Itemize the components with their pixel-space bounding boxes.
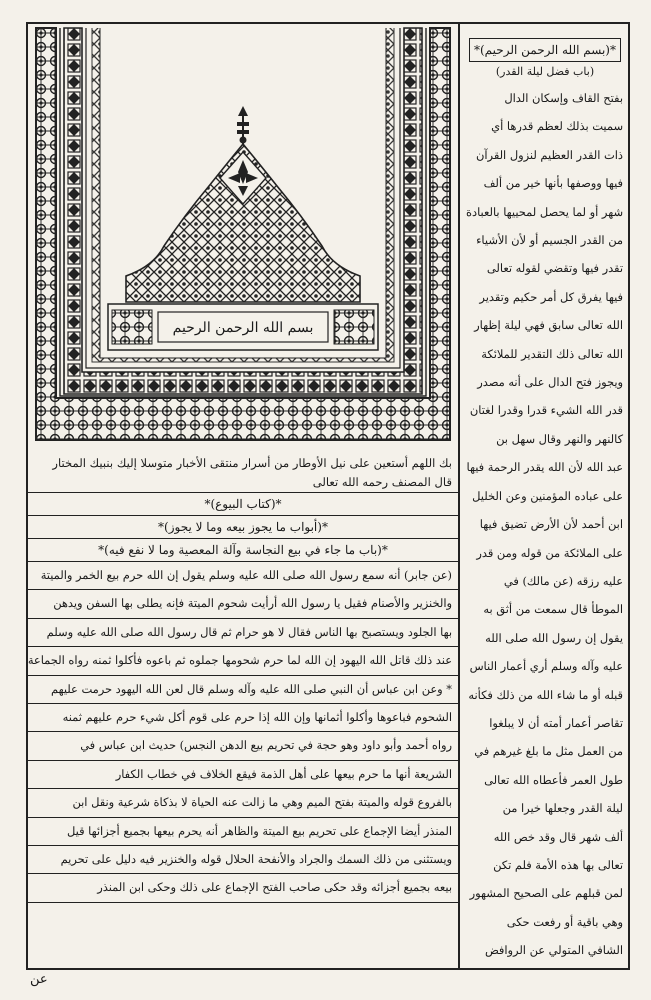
side-text-line: طول العمر فأعطاه الله تعالى — [484, 772, 623, 787]
side-text-line: يقول إن رسول الله صلى الله — [485, 630, 623, 645]
body-text-line: الشريعة أنها ما حرم بيعها على أهل الذمة فيقع الخلاف في خطاب الكفار — [28, 761, 458, 789]
main-text — [28, 454, 458, 903]
column-divider — [458, 22, 460, 970]
body-text-line: المنذر أيضا الإجماع على تحريم بيع الميتة والظاهر أنه يحرم بيعها بجميع أجزائها قيل — [28, 818, 458, 846]
body-text-line: بها الجلود ويستصبح بها الناس فقال لا هو حرام ثم قال رسول الله صلى الله عليه وسلم — [28, 619, 458, 647]
body-text-lines — [28, 562, 458, 903]
side-text-line: فيها يفرق كل أمر حكيم وتقدير — [479, 289, 623, 304]
side-text-line: ذات القدر العظيم لنزول القرآن — [476, 147, 623, 162]
intro-lines — [28, 454, 458, 492]
intro-line: قال المصنف رحمه الله تعالى — [312, 475, 452, 489]
side-text-line: لمن قبلهم على الصحيح المشهور — [469, 886, 623, 901]
body-text-line: بيعه بجميع أجزائه وقد حكى صاحب الفتح الإجماع على ذلك وحكى ابن المنذر — [28, 874, 458, 902]
side-text-line: تقدر فيها وتقضي لقوله تعالى — [486, 261, 623, 276]
body-text-line: * وعن ابن عباس أن النبي صلى الله عليه وآله وسلم قال لعن الله اليهود حرمت عليهم — [28, 676, 458, 704]
side-commentary — [463, 30, 627, 966]
side-text-line: على عباده المؤمنين وعن الخليل — [472, 488, 623, 503]
side-text-line: الموطأ قال سمعت من أثق به — [483, 602, 623, 617]
side-text-line: ويجوز فتح الدال على أنه مصدر — [477, 375, 623, 390]
intro-line: بك اللهم أستعين على نيل الأوطار من أسرار منتقى الأخبار متوسلا إليك بنبيك المختار — [52, 456, 452, 470]
side-text-line: الله تعالى سابق فهي ليلة إظهار — [474, 318, 623, 333]
page-number: عن — [30, 972, 48, 987]
main-column — [28, 24, 458, 968]
side-text-line: عليه وآله وسلم أري أعمار الناس — [469, 659, 623, 674]
ornamental-headpiece — [34, 26, 452, 442]
body-text-line: (عن جابر) أنه سمع رسول الله صلى الله عليه وسلم يقول إن الله حرم بيع الخمر والميتة — [28, 562, 458, 590]
heading-chapters: *(أبواب ما يجوز بيعه وما لا يجوز)* — [28, 516, 458, 539]
body-text-line: ويستثنى من ذلك السمك والجراد والأنفحة الحلال قوله والخنزير فيه دليل على تحريم — [28, 846, 458, 874]
body-text-line: رواه أحمد وأبو داود وهو حجة في تحريم بيع الدهن النجس) حديث ابن عباس في — [28, 732, 458, 760]
side-text-line: من العمل مثل ما بلغ غيرهم في — [474, 744, 623, 759]
side-text-line: من القدر الجسيم أو لأن الأشياء — [476, 233, 623, 248]
heading-bab: *(باب ما جاء في بيع النجاسة وآلة المعصية وما لا نفع فيه)* — [28, 539, 458, 562]
side-text-line: قدر الله الشيء قدرا وقدرا لغتان — [469, 403, 623, 418]
heading-book: *(كتاب البيوع)* — [28, 493, 458, 516]
side-text-line: الشافي المتولي عن الروافض — [484, 943, 623, 958]
side-text-line: ابن أحمد لأن الأرض تضيق فيها — [479, 517, 623, 532]
side-text-line: عليه رزقه (عن مالك) في — [503, 573, 623, 588]
side-text-line: عبد الله لأن الله يقدر الرحمة فيها — [466, 460, 623, 475]
body-text-line: عند ذلك قاتل الله اليهود إن الله لما حرم شحومها جملوه ثم باعوه فأكلوا ثمنه رواه الجماعة — [28, 647, 458, 675]
side-text-line: شهر أو لما يحصل لمحييها بالعبادة — [466, 204, 623, 219]
body-text-line: الشحوم فباعوها وأكلوا أثمانها وإن الله إذا حرم على قوم أكل شيء حرم عليهم ثمنه — [28, 704, 458, 732]
side-text-line: قبله أو ما شاء الله من ذلك فكأنه — [468, 687, 623, 702]
side-text-line: تعالى بها هذه الأمة فلم تكن — [493, 857, 623, 872]
side-text-line: ألف شهر قال وقد خص الله — [493, 829, 623, 844]
basmala-text: بسم الله الرحمن الرحيم — [172, 320, 314, 336]
side-text-line: كالنهر والنهر وقال سهل بن — [496, 431, 623, 446]
side-chapter-title: (باب فضل ليلة القدر) — [495, 65, 595, 78]
side-text-line: وهي باقية أو رفعت حكى — [506, 914, 623, 929]
side-text-lines — [463, 84, 627, 965]
side-text-line: ليلة القدر وجعلها خيرا من — [502, 801, 623, 816]
side-text-line: سميت بذلك لعظم قدرها أي — [491, 119, 623, 134]
side-text-line: الله تعالى ذلك التقدير للملائكة — [481, 346, 623, 361]
side-text-line: فيها ووصفها بأنها خير من ألف — [483, 176, 623, 191]
side-text-line: بفتح القاف وإسكان الدال — [504, 91, 623, 105]
side-text-line: على الملائكة من قوله ومن قدر — [476, 545, 623, 560]
side-basmala: *(بسم الله الرحمن الرحيم)* — [469, 38, 621, 62]
body-text-line: والخنزير والأصنام فقيل يا رسول الله أرأيت شحوم الميتة فإنه يطلى بها السفن ويدهن — [28, 590, 458, 618]
side-text-line: تقاصر أعمار أمته أن لا يبلغوا — [489, 715, 623, 730]
body-text-line: بالفروع قوله والميتة بفتح الميم وهي ما زالت عنه الحياة لا بذكاة شرعية ونقل ابن — [28, 789, 458, 817]
